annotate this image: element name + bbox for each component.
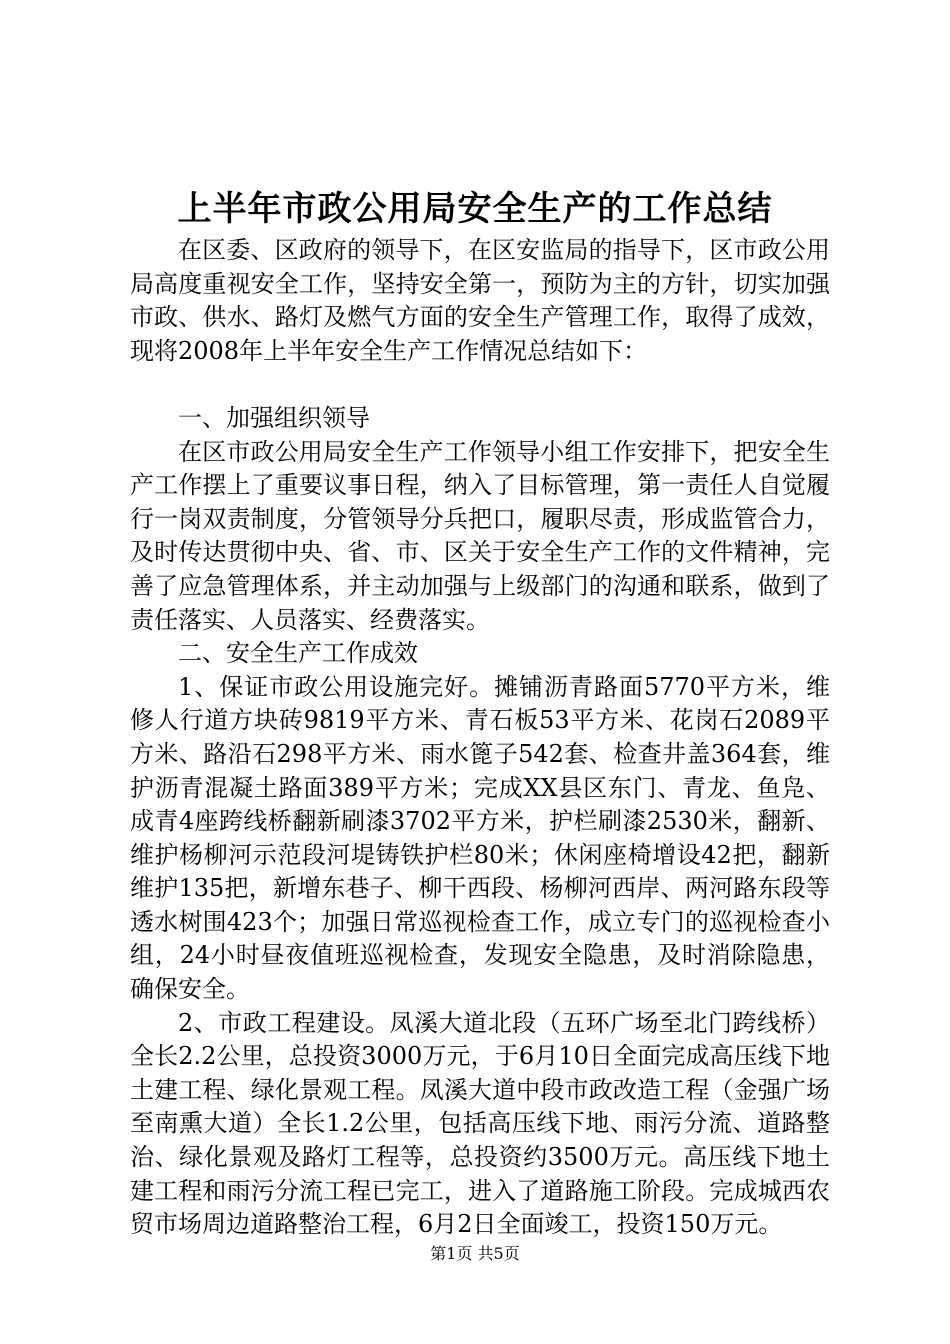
paragraph-intro: 在区委、区政府的领导下，在区安监局的指导下，区市政公用局高度重视安全工作，坚持安全第一，预防为主的方针，切实加强市政、供水、路灯及燃气方面的安全生产管理工作，取得了成效，现将2008年上半年安全生产工作情况总结如下： — [130, 236, 830, 365]
section-heading-2: 二、安全生产工作成效 — [178, 639, 418, 668]
paragraph-construction: 2、市政工程建设。凤溪大道北段（五环广场至北门跨线桥）全长2.2公里，总投资3000万元，于6月10日全面完成高压线下地土建工程、绿化景观工程。凤溪大道中段市政改造工程（金强广场至南熏大道）全长1.2公里，包括高压线下地、雨污分流、道路整治、绿化景观及路灯工程等，总投资约3500万元。高压线下地土建工程和雨污分流工程已完工，进入了道路施工阶段。完成城西农贸市场周边道路整治工程，6月2日全面竣工，投资150万元。 — [130, 1008, 830, 1239]
paragraph-organization: 在区市政公用局安全生产工作领导小组工作安排下，把安全生产工作摆上了重要议事日程，纳入了目标管理，第一责任人自觉履行一岗双责制度，分管领导分兵把口，履职尽责，形成监管合力，及时传达贯彻中央、省、市、区关于安全生产工作的文件精神，完善了应急管理体系，并主动加强与上级部门的沟通和联系，做到了责任落实、人员落实、经费落实。 — [130, 437, 830, 634]
document-title: 上半年市政公用局安全生产的工作总结 — [177, 189, 773, 229]
section-heading-1: 一、加强组织领导 — [178, 403, 370, 432]
document-body — [130, 234, 830, 1242]
paragraph-facilities: 1、保证市政公用设施完好。摊铺沥青路面5770平方米，维修人行道方块砖9819平方米、青石板53平方米、花岗石2089平方米、路沿石298平方米、雨水篦子542套、检查井盖364套，维护沥青混凝土路面389平方米；完成XX县区东门、青龙、鱼凫、成青4座跨线桥翻新刷漆3702平方米，护栏刷漆2530米，翻新、维护杨柳河示范段河堤铸铁护栏80米；休闲座椅增设42把，翻新维护135把，新增东巷子、柳干西段、杨柳河西岸、两河路东段等透水树围423个；加强日常巡视检查工作，成立专门的巡视检查小组，24小时昼夜值班巡视检查，发现安全隐患，及时消除隐患，确保安全。 — [130, 672, 830, 1004]
page-footer: 第1页 共5页 — [430, 1244, 520, 1263]
